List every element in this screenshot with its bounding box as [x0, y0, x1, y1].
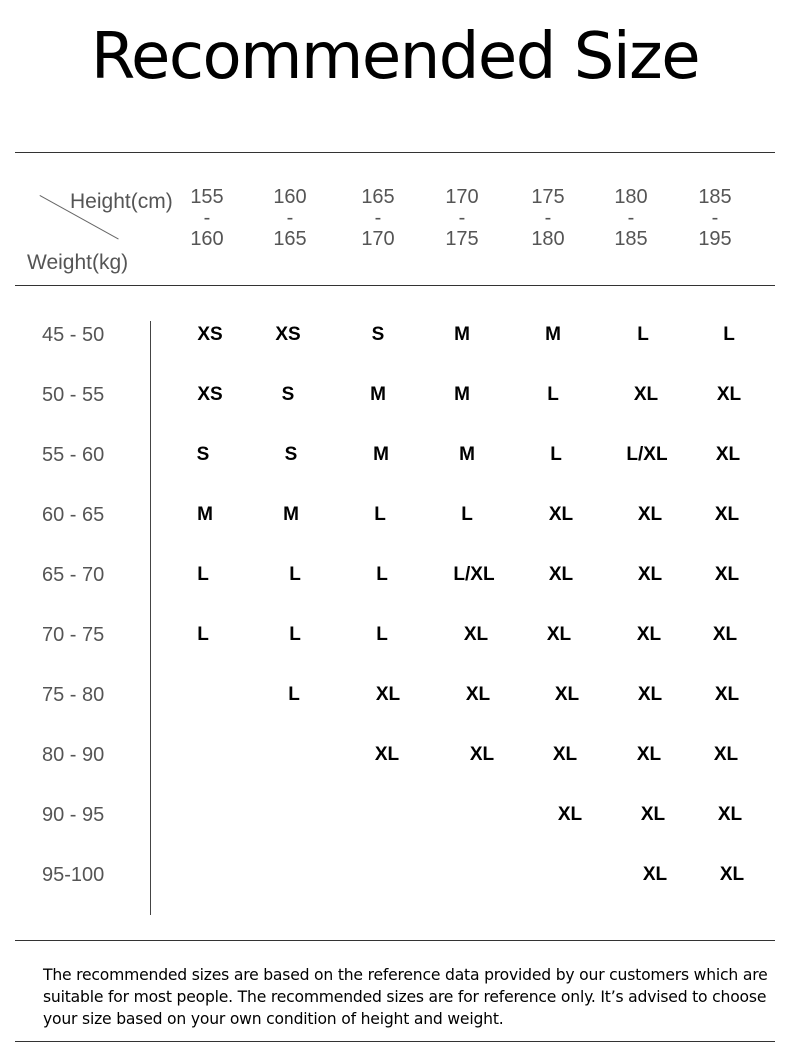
height-range-sep: -: [458, 207, 466, 229]
size-cell: XL: [716, 384, 742, 405]
height-range-to: 165: [273, 228, 307, 250]
size-cell: L/XL: [453, 564, 495, 585]
weight-axis-label: Weight(kg): [27, 251, 129, 274]
height-range-header: [513, 187, 583, 250]
size-cell: L: [289, 624, 301, 645]
weight-range-label: 90 - 95: [42, 804, 105, 826]
size-cell: XL: [548, 564, 574, 585]
size-cell: XL: [548, 504, 574, 525]
size-cell: M: [459, 444, 475, 465]
weight-range-label: 45 - 50: [42, 324, 105, 346]
weight-range-label: 95-100: [42, 864, 105, 886]
size-cell: XL: [714, 564, 740, 585]
weight-range-label: 70 - 75: [42, 624, 105, 646]
size-cell: M: [197, 504, 213, 525]
table-vertical-divider: [150, 321, 151, 915]
size-cell: XL: [637, 564, 663, 585]
weight-range-label: 50 - 55: [42, 384, 105, 406]
size-cell: L/XL: [626, 444, 668, 465]
weight-range-label: 60 - 65: [42, 504, 105, 526]
size-cell: XS: [275, 324, 301, 345]
height-range-to: 160: [190, 228, 224, 250]
top-divider: [15, 152, 775, 153]
size-cell: XL: [463, 624, 489, 645]
height-range-header: [596, 187, 666, 250]
height-range-header: [680, 187, 750, 250]
size-cell: XL: [546, 624, 572, 645]
size-cell: XS: [197, 324, 223, 345]
size-cell: XL: [714, 504, 740, 525]
height-range-sep: -: [374, 207, 382, 229]
size-cell: XL: [642, 864, 668, 885]
size-cell: S: [196, 444, 210, 465]
weight-range-label: 75 - 80: [42, 684, 105, 706]
size-cell: XL: [375, 684, 401, 705]
size-cell: L: [637, 324, 649, 345]
height-range-to: 180: [531, 228, 565, 250]
height-range-to: 170: [361, 228, 395, 250]
size-cell: XL: [713, 744, 739, 765]
size-cell: L: [723, 324, 735, 345]
size-cell: XL: [712, 624, 738, 645]
size-cell: XL: [633, 384, 659, 405]
height-range-header: [427, 187, 497, 250]
height-range-sep: -: [203, 207, 211, 229]
height-range-from: 160: [273, 186, 307, 208]
footer-divider: [15, 1041, 775, 1042]
size-cell: M: [545, 324, 561, 345]
size-cell: L: [374, 504, 386, 525]
height-range-from: 185: [698, 186, 732, 208]
size-cell: M: [370, 384, 386, 405]
size-cell: XL: [715, 444, 741, 465]
height-range-header: [255, 187, 325, 250]
weight-range-label: 55 - 60: [42, 444, 105, 466]
size-cell: XL: [554, 684, 580, 705]
height-range-to: 175: [445, 228, 479, 250]
size-cell: XL: [717, 804, 743, 825]
size-cell: L: [550, 444, 562, 465]
size-cell: S: [371, 324, 385, 345]
height-range-header: [343, 187, 413, 250]
weight-range-label: 65 - 70: [42, 564, 105, 586]
size-cell: XL: [636, 744, 662, 765]
bottom-divider: [15, 940, 775, 941]
height-range-from: 175: [531, 186, 565, 208]
size-cell: L: [197, 624, 209, 645]
size-cell: S: [284, 444, 298, 465]
height-range-sep: -: [544, 207, 552, 229]
height-range-from: 180: [614, 186, 648, 208]
size-cell: M: [283, 504, 299, 525]
page-title: Recommended Size: [90, 20, 700, 94]
size-cell: S: [281, 384, 295, 405]
size-cell: M: [454, 324, 470, 345]
size-cell: XL: [719, 864, 745, 885]
disclaimer-note: The recommended sizes are based on the reference data provided by our customers which are suitable for most people. The recommended sizes are for reference only. It’s advised to choose your size based on your own condition of height and weight.: [43, 966, 768, 1028]
height-range-from: 170: [445, 186, 479, 208]
size-cell: L: [197, 564, 209, 585]
size-cell: L: [289, 564, 301, 585]
height-range-to: 185: [614, 228, 648, 250]
size-cell: XL: [714, 684, 740, 705]
size-cell: L: [461, 504, 473, 525]
height-range-from: 155: [190, 186, 224, 208]
size-cell: L: [547, 384, 559, 405]
size-cell: XL: [374, 744, 400, 765]
height-range-from: 165: [361, 186, 395, 208]
height-range-sep: -: [286, 207, 294, 229]
size-cell: XL: [636, 624, 662, 645]
height-range-sep: -: [711, 207, 719, 229]
height-range-header: [172, 187, 242, 250]
header-divider: [15, 285, 775, 286]
size-cell: XS: [197, 384, 223, 405]
size-cell: XL: [640, 804, 666, 825]
height-axis-label: Height(cm): [70, 190, 173, 213]
size-cell: XL: [637, 684, 663, 705]
height-range-sep: -: [627, 207, 635, 229]
size-cell: M: [454, 384, 470, 405]
size-cell: XL: [465, 684, 491, 705]
size-cell: XL: [557, 804, 583, 825]
size-cell: XL: [469, 744, 495, 765]
height-range-to: 195: [698, 228, 732, 250]
size-cell: L: [288, 684, 300, 705]
size-cell: XL: [552, 744, 578, 765]
size-cell: L: [376, 564, 388, 585]
weight-range-label: 80 - 90: [42, 744, 105, 766]
size-cell: XL: [637, 504, 663, 525]
size-cell: M: [373, 444, 389, 465]
size-cell: L: [376, 624, 388, 645]
